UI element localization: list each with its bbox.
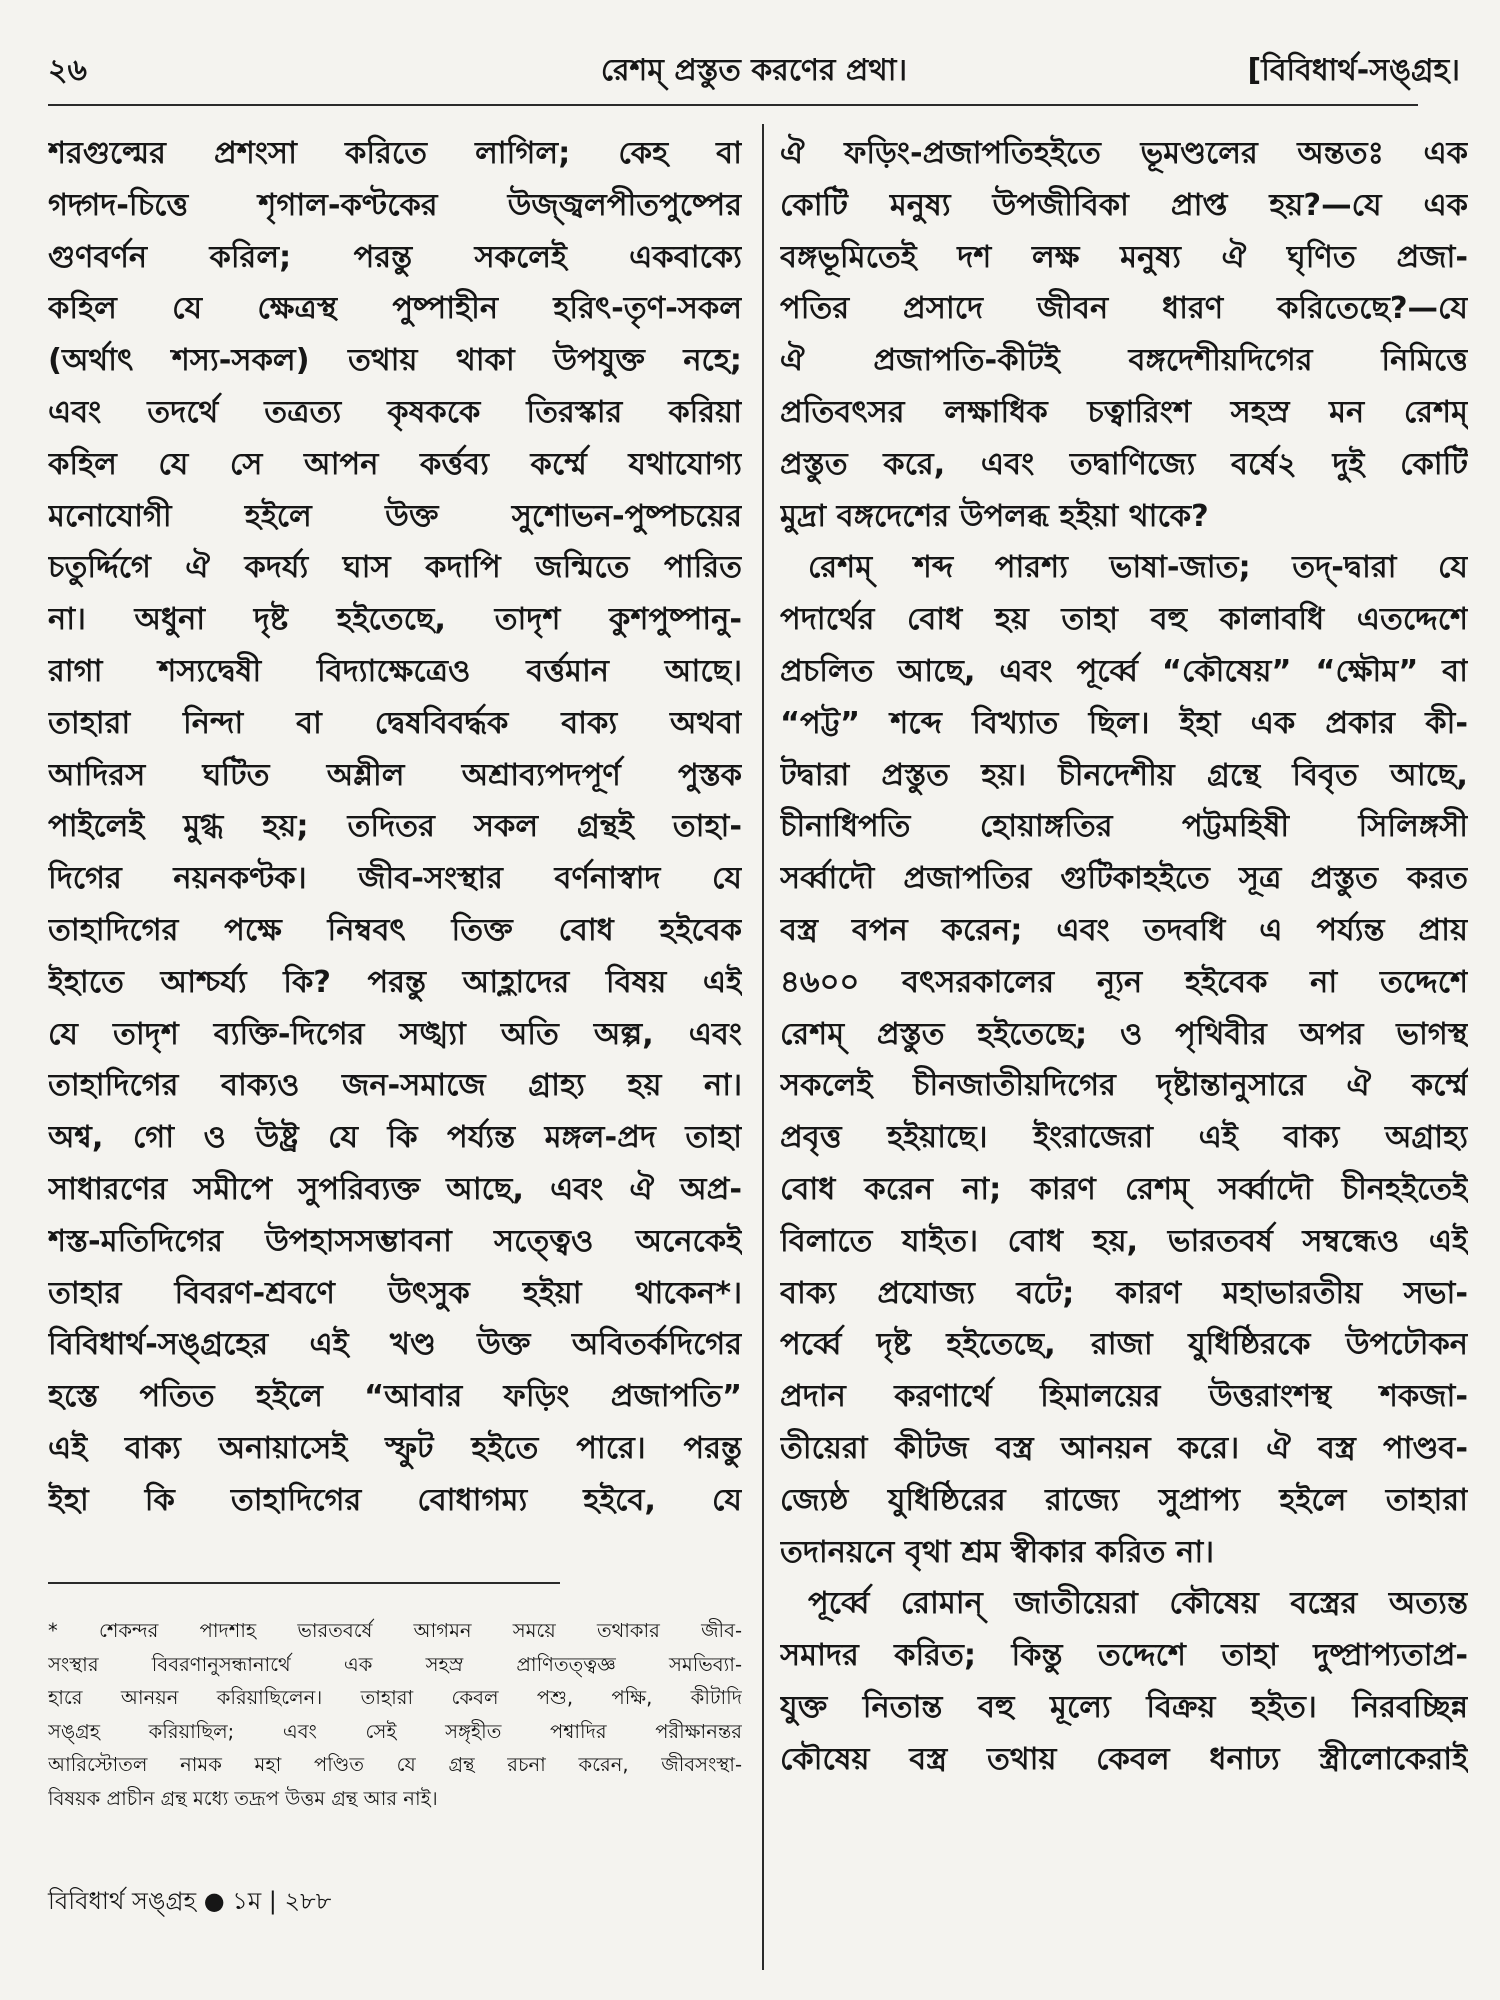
footnote-line: সঙ্গ্রহ করিয়াছিল; এবং সেই সঙ্গৃহীত পশ্বাদির পরীক্ষানন্তর <box>48 1719 742 1743</box>
text-line: এই বাক্য অনায়াসেই স্ফুট হইতে পারে। পরন্তু <box>48 1430 742 1466</box>
header-rule <box>48 104 1418 106</box>
text-line: তাহার বিবরণ-শ্রবণে উৎসুক হইয়া থাকেন*। <box>48 1275 742 1311</box>
text-line: বোধ করেন না; কারণ রেশম্ সর্ব্বাদৌ চীনহইতেই <box>780 1171 1468 1207</box>
footnote-line: বিষয়ক প্রাচীন গ্রন্থ মধ্যে তদ্রূপ উত্তম গ্রন্থ আর নাই। <box>48 1786 438 1810</box>
text-line: শস্ত-মতিদিগের উপহাসসম্ভাবনা সত্ত্বেও অনেকেই <box>48 1223 742 1259</box>
text-line: গদ্গদ-চিত্তে শৃগাল-কণ্টকের উজ্জ্বলপীতপুষ্পের <box>48 187 742 223</box>
text-line: মুদ্রা বঙ্গদেশের উপলব্ধ হইয়া থাকে? <box>780 498 1209 534</box>
text-line: বিলাতে যাইত। বোধ হয়, ভারতবর্ষ সম্বন্ধেও এই <box>780 1223 1468 1259</box>
text-line: প্রদান করণার্থে হিমালয়ের উত্তরাংশস্থ শকজা- <box>780 1379 1468 1415</box>
footnote <box>48 1614 742 1815</box>
text-line: তদানয়নে বৃথা শ্রম স্বীকার করিত না। <box>780 1534 1215 1570</box>
text-line: সর্ব্বাদৌ প্রজাপতির গুটিকাহইতে সূত্র প্রস্তুত করত <box>780 861 1468 897</box>
text-line: চীনাধিপতি হোয়াঙ্গতির পট্টমহিষী সিলিঙ্গসী <box>780 809 1468 845</box>
text-line: জ্যেষ্ঠ যুধিষ্ঠিরের রাজ্যে সুপ্রাপ্য হইলে তাহারা <box>780 1482 1468 1518</box>
text-line: হস্তে পতিত হইলে “আবার ফড়িং প্রজাপতি” <box>48 1379 742 1415</box>
page-number: ২৬ <box>48 53 88 88</box>
text-line: বিবিধার্থ-সঙ্গ্রহের এই খণ্ড উক্ত অবিতর্কদিগের <box>48 1327 742 1363</box>
book-title: [বিবিধার্থ-সঙ্গ্রহ। <box>1247 53 1460 88</box>
text-line: ঐ ফড়িং-প্রজাপতিহইতে ভূমণ্ডলের অন্ততঃ এক <box>780 136 1468 171</box>
text-line: যে তাদৃশ ব্যক্তি-দিগের সঙ্খ্যা অতি অল্প, এবং <box>48 1016 742 1052</box>
text-line: পর্ব্বে দৃষ্ট হইতেছে, রাজা যুধিষ্ঠিরকে উপঢৌকন <box>780 1327 1468 1363</box>
text-line: শরগুল্মের প্রশংসা করিতে লাগিল; কেহ বা <box>48 136 742 171</box>
text-line: যুক্ত নিতান্ত বহু মূল্যে বিক্রয় হইত। নিরবচ্ছিন্ন <box>780 1689 1468 1725</box>
text-line: মনোযোগী হইলে উক্ত সুশোভন-পুষ্পচয়ের <box>48 498 742 534</box>
footnote-line: আরিস্টোতল নামক মহা পণ্ডিত যে গ্রন্থ রচনা করেন, জীবসংস্থা- <box>48 1753 742 1776</box>
page-footer: বিবিধার্থ সঙ্গ্রহ ● ১ম | ২৮৮ <box>48 1887 332 1915</box>
text-line: প্রতিবৎসর লক্ষাধিক চত্বারিংশ সহস্র মন রেশম্ <box>780 394 1468 430</box>
text-line: ইহা কি তাহাদিগের বোধাগম্য হইবে, যে <box>48 1482 742 1518</box>
page-title: রেশম্ প্রস্তুত করণের প্রথা। <box>600 53 908 88</box>
footnote-rule <box>48 1582 560 1584</box>
text-line: রেশম্ শব্দ পারশ্য ভাষা-জাত; তদ্-দ্বারা যে <box>808 550 1468 586</box>
text-line: তাহাদিগের বাক্যও জন-সমাজে গ্রাহ্য হয় না। <box>48 1068 742 1104</box>
text-line: কৌষেয় বস্ত্র তথায় কেবল ধনাঢ্য স্ত্রীলোকেরাই <box>780 1741 1468 1777</box>
text-line: বাক্য প্রযোজ্য বটে; কারণ মহাভারতীয় সভা- <box>780 1275 1468 1311</box>
text-line: ৪৬০০ বৎসরকালের ন্যূন হইবেক না তদ্দেশে <box>780 964 1468 1000</box>
text-line: সাধারণের সমীপে সুপরিব্যক্ত আছে, এবং ঐ অপ্র- <box>48 1171 742 1207</box>
text-line: কহিল যে সে আপন কর্ত্তব্য কর্ম্মে যথাযোগ্য <box>48 446 742 482</box>
text-line: রেশম্ প্রস্তুত হইতেছে; ও পৃথিবীর অপর ভাগস্থ <box>780 1016 1468 1052</box>
text-line: প্রবৃত্ত হইয়াছে। ইংরাজেরা এই বাক্য অগ্রাহ্য <box>780 1120 1468 1156</box>
text-line: ঐ প্রজাপতি-কীটই বঙ্গদেশীয়দিগের নিমিত্তে <box>780 343 1468 379</box>
text-line: এবং তদর্থে তত্রত্য কৃষককে তিরস্কার করিয়া <box>48 394 742 430</box>
text-line: পদার্থের বোধ হয় তাহা বহু কালাবধি এতদ্দেশে <box>780 602 1468 638</box>
text-line: তীয়েরা কীটজ বস্ত্র আনয়ন করে। ঐ বস্ত্র পাণ্ডব- <box>780 1430 1468 1466</box>
text-line: কোটি মনুষ্য উপজীবিকা প্রাপ্ত হয়?—যে এক <box>780 187 1468 223</box>
text-line: সমাদর করিত; কিন্তু তদ্দেশে তাহা দুষ্প্রাপ্যতাপ্র- <box>780 1638 1468 1674</box>
text-line: ইহাতে আশ্চর্য্য কি? পরন্তু আহ্লাদের বিষয় এই <box>48 964 742 1000</box>
footnote-line: হারে আনয়ন করিয়াছিলেন। তাহারা কেবল পশু, পক্ষি, কীটাদি <box>48 1686 742 1709</box>
text-line: তাহারা নিন্দা বা দ্বেষবিবর্দ্ধক বাক্য অথবা <box>48 705 742 741</box>
left-column <box>48 128 742 1527</box>
text-line: চতুর্দ্দিগে ঐ কদর্য্য ঘাস কদাপি জন্মিতে পারিত <box>48 550 742 586</box>
text-line: (অর্থাৎ শস্য-সকল) তথায় থাকা উপযুক্ত নহে; <box>48 343 742 379</box>
text-line: বস্ত্র বপন করেন; এবং তদবধি এ পর্য্যন্ত প্রায় <box>780 912 1468 948</box>
text-line: টদ্বারা প্রস্তুত হয়। চীনদেশীয় গ্রন্থে বিবৃত আছে, <box>780 757 1468 793</box>
text-line: প্রচলিত আছে, এবং পূর্ব্বে “কৌষেয়” “ক্ষৌম” বা <box>780 653 1468 689</box>
text-line: না। অধুনা দৃষ্ট হইতেছে, তাদৃশ কুশপুষ্পানু- <box>48 602 742 638</box>
text-line: কহিল যে ক্ষেত্রস্থ পুষ্পাহীন হরিৎ-তৃণ-সকল <box>48 291 742 327</box>
footnote-line: সংস্থার বিবরণানুসন্ধানার্থে এক সহস্র প্রাণিতত্ত্বজ্ঞ সমভিব্যা- <box>48 1652 742 1676</box>
text-line: সকলেই চীনজাতীয়দিগের দৃষ্টান্তানুসারে ঐ কর্ম্মে <box>780 1068 1468 1104</box>
text-line: পতির প্রসাদে জীবন ধারণ করিতেছে?—যে <box>780 291 1468 327</box>
right-column <box>780 128 1468 1786</box>
text-line: বঙ্গভূমিতেই দশ লক্ষ মনুষ্য ঐ ঘৃণিত প্রজা- <box>780 239 1468 275</box>
text-line: তাহাদিগের পক্ষে নিম্ববৎ তিক্ত বোধ হইবেক <box>48 912 742 948</box>
footnote-line: * শেকন্দর পাদশাহ ভারতবর্ষে আগমন সময়ে তথাকার জীব- <box>48 1619 742 1642</box>
text-line: পূর্ব্বে রোমান্ জাতীয়েরা কৌষেয় বস্ত্রের অত্যন্ত <box>808 1586 1468 1622</box>
text-line: গুণবর্ণন করিল; পরন্তু সকলেই একবাক্যে <box>48 239 742 275</box>
text-line: রাগা শস্যদ্বেষী বিদ্যাক্ষেত্রেও বর্ত্তমান আছে। <box>48 653 742 689</box>
text-line: পাইলেই মুগ্ধ হয়; তদিতর সকল গ্রন্থই তাহা- <box>48 809 742 845</box>
text-line: প্রস্তুত করে, এবং তদ্বাণিজ্যে বর্ষে২ দুই কোটি <box>780 446 1468 482</box>
running-header <box>48 42 1460 98</box>
text-line: আদিরস ঘটিত অশ্লীল অশ্রাব্যপদপূর্ণ পুস্তক <box>48 757 742 793</box>
text-line: “পট্ট” শব্দে বিখ্যাত ছিল। ইহা এক প্রকার কী- <box>780 705 1468 741</box>
column-divider <box>762 124 764 1970</box>
text-line: অশ্ব, গো ও উষ্ট্র যে কি পর্য্যন্ত মঙ্গল-প্রদ তাহা <box>48 1120 742 1156</box>
text-line: দিগের নয়নকণ্টক। জীব-সংস্থার বর্ণনাস্বাদ যে <box>48 861 742 897</box>
